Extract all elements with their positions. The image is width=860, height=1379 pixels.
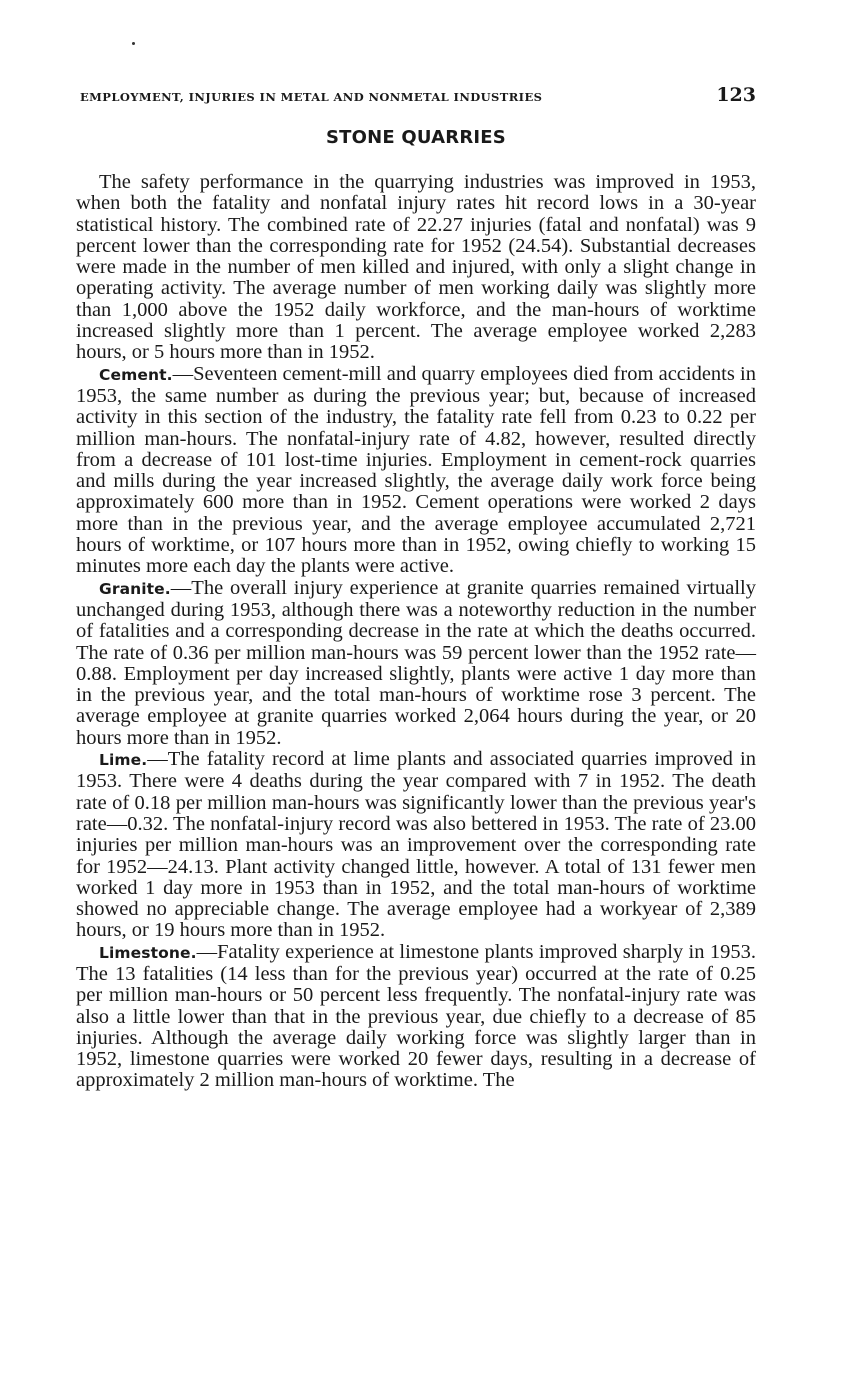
- body-text: [76, 172, 756, 1092]
- paragraph-heading-limestone: Limestone.: [99, 943, 197, 962]
- paragraph-text: —Seventeen cement-mill and quarry employees died from accidents in 1953, the same number as during the previous year; but, because of increased activity in this section of the industry, the fatality rate fell from 0.23 to 0.22 per million man-hours. The nonfatal-injury rate of 4.82, however, resulted directly from a decrease of 101 lost-time injuries. Employment in cement-rock quarries and mills during the year increased slightly, the average daily work force being approximately 600 more than in 1952. Cement operations were worked 2 days more than in the previous year, and the average employee accumulated 2,721 hours of worktime, or 107 hours more than in 1952, owing chiefly to working 15 minutes more each day the plants were active.: [76, 362, 756, 578]
- paragraph-cement: [76, 364, 756, 578]
- paragraph-text: —Fatality experience at limestone plants improved sharply in 1953. The 13 fatalities (14 less than for the previous year) occurred at the rate of 0.25 per million man-hours or 50 percent less frequently. The nonfatal-injury rate was also a little lower than that in the previous year, due chiefly to a decrease of 85 injuries. Although the average daily working force was slightly larger than in 1952, limestone quarries were worked 20 fewer days, resulting in a decrease of approximately 2 million man-hours of worktime. The: [76, 940, 756, 1092]
- paragraph-granite: [76, 578, 756, 749]
- running-head-title: EMPLOYMENT, INJURIES IN METAL AND NONMETAL INDUSTRIES: [80, 90, 543, 104]
- running-head: [80, 84, 756, 110]
- section-title: STONE QUARRIES: [326, 127, 506, 148]
- paragraph-heading-granite: Granite.: [99, 579, 171, 598]
- paragraph-heading-lime: Lime.: [99, 751, 148, 770]
- paragraph-lime: [76, 749, 756, 942]
- scan-speck: [132, 42, 135, 45]
- paragraph-limestone: [76, 942, 756, 1092]
- paragraph-heading-cement: Cement.: [99, 365, 173, 384]
- page-number: 123: [716, 84, 756, 106]
- paragraph-text: —The overall injury experience at granite quarries remained virtually unchanged during 1953, although there was a noteworthy reduction in the number of fatalities and a corresponding decrease in the rate at which the deaths occurred. The rate of 0.36 per million man-hours was 59 percent lower than the 1952 rate—0.88. Employment per day increased slightly, plants were active 1 day more than in the previous year, and the total man-hours of worktime rose 3 percent. The average employee at granite quarries worked 2,064 hours during the year, or 20 hours more than in 1952.: [76, 576, 756, 749]
- paragraph-intro: [76, 172, 756, 364]
- paragraph-text: The safety performance in the quarrying industries was improved in 1953, when both the fatality and nonfatal injury rates hit record lows in a 30-year statistical history. The combined rate of 22.27 injuries (fatal and nonfatal) was 9 percent lower than the corresponding rate for 1952 (24.54). Substantial decreases were made in the number of men killed and injured, with only a slight change in operating activity. The average number of men working daily was slightly more than 1,000 above the 1952 daily workforce, and the man-hours of worktime increased slightly more than 1 percent. The average employee worked 2,283 hours, or 5 hours more than in 1952.: [76, 171, 756, 364]
- paragraph-text: —The fatality record at lime plants and associated quarries improved in 1953. There were 4 deaths during the year compared with 7 in 1952. The death rate of 0.18 per million man-hours was significantly lower than the previous year's rate—0.32. The nonfatal-injury record was also bettered in 1953. The rate of 23.00 injuries per million man-hours was an improvement over the corresponding rate for 1952—24.13. Plant activity changed little, however. A total of 131 fewer men worked 1 day more in 1953 than in 1952, and the total man-hours of worktime showed no appreciable change. The average employee had a workyear of 2,389 hours, or 19 hours more than in 1952.: [76, 748, 756, 942]
